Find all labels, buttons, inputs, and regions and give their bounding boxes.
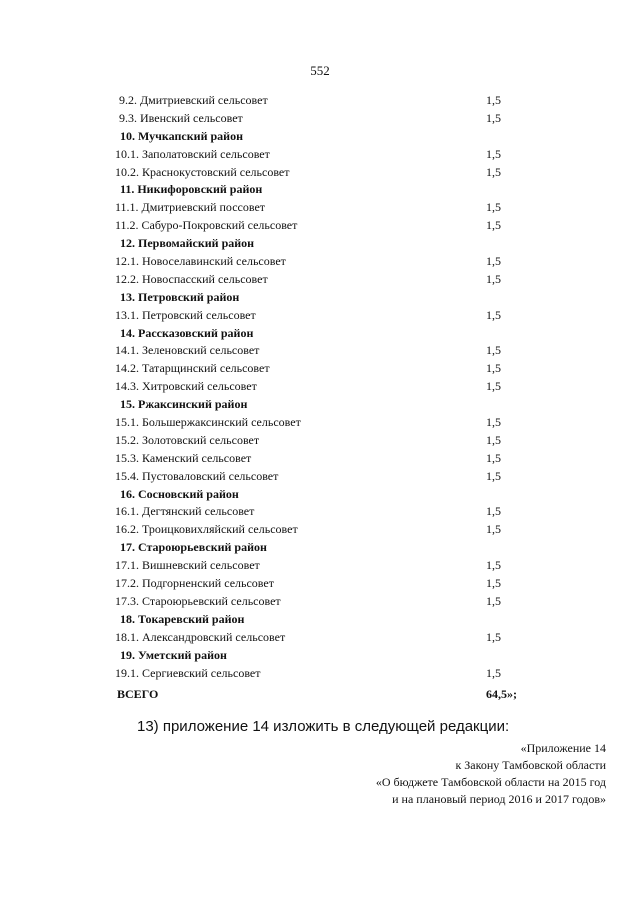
district-heading-row (0, 647, 640, 665)
table-row (0, 503, 640, 521)
page-number: 552 (310, 63, 330, 78)
district-name: 14. Рассказовский район (120, 325, 254, 340)
row-value: 1,5 (486, 593, 501, 608)
table-row (0, 92, 640, 110)
row-value: 1,5 (486, 379, 501, 394)
district-name: 16. Сосновский район (120, 486, 239, 501)
row-value: 1,5 (486, 629, 501, 644)
row-value: 1,5 (486, 432, 501, 447)
row-value: 1,5 (486, 504, 501, 519)
district-name: 18. Токаревский район (120, 611, 245, 626)
table-row (0, 432, 640, 450)
district-heading-row (0, 181, 640, 199)
district-name: 15. Ржаксинский район (120, 397, 248, 412)
municipality-name: 15.3. Каменский сельсовет (115, 450, 252, 465)
table-row (0, 164, 640, 182)
table-row (0, 378, 640, 396)
row-value: 1,5 (486, 415, 501, 430)
table-row (0, 342, 640, 360)
table-row (0, 146, 640, 164)
appendix-header (376, 740, 606, 808)
table-row (0, 629, 640, 647)
municipality-name: 10.1. Заполатовский сельсовет (115, 146, 270, 161)
district-name: 10. Мучкапский район (120, 128, 243, 143)
table-row (0, 468, 640, 486)
municipality-name: 17.3. Староюрьевский сельсовет (115, 593, 281, 608)
municipality-name: 14.2. Татарщинский сельсовет (115, 361, 270, 376)
appendix-header-line: и на плановый период 2016 и 2017 годов» (392, 792, 606, 806)
district-heading-row (0, 611, 640, 629)
district-heading-row (0, 128, 640, 146)
table-row (0, 110, 640, 128)
district-heading-row (0, 235, 640, 253)
municipality-name: 15.1. Большержаксинский сельсовет (115, 415, 301, 430)
table-row (0, 199, 640, 217)
row-value: 1,5 (486, 146, 501, 161)
row-value: 1,5 (486, 450, 501, 465)
row-value: 1,5 (486, 93, 501, 107)
municipality-name: 14.3. Хитровский сельсовет (115, 379, 257, 394)
row-value: 1,5 (486, 200, 501, 215)
municipality-name: 19.1. Сергиевский сельсовет (115, 665, 261, 680)
row-value: 1,5 (486, 164, 501, 179)
table-row (0, 593, 640, 611)
row-value: 1,5 (486, 576, 501, 591)
total-value: 64,5»; (486, 687, 517, 702)
district-name: 12. Первомайский район (120, 236, 255, 251)
table-row (0, 521, 640, 539)
municipality-name: 9.2. Дмитриевский сельсовет (119, 93, 268, 107)
table-row (0, 271, 640, 289)
table-row (0, 575, 640, 593)
amendment-text: 13) приложение 14 изложить в следующей редакции: (137, 718, 510, 735)
municipality-name: 12.1. Новоселавинский сельсовет (115, 254, 286, 269)
district-heading-row (0, 289, 640, 307)
municipality-name: 14.1. Зеленовский сельсовет (115, 343, 260, 358)
appendix-header-line: «О бюджете Тамбовской области на 2015 год (375, 775, 606, 789)
row-value: 1,5 (486, 307, 501, 322)
municipality-name: 15.4. Пустоваловский сельсовет (115, 468, 279, 483)
appendix-header-line: к Закону Тамбовской области (455, 758, 606, 772)
row-value: 1,5 (486, 271, 501, 286)
municipality-name: 15.2. Золотовский сельсовет (115, 432, 260, 447)
municipality-name: 17.2. Подгорненский сельсовет (115, 576, 274, 591)
municipality-name: 9.3. Ивенский сельсовет (119, 110, 243, 125)
row-value: 1,5 (486, 522, 501, 537)
district-heading-row (0, 539, 640, 557)
table-row (0, 450, 640, 468)
row-value: 1,5 (486, 343, 501, 358)
row-value: 1,5 (486, 665, 501, 680)
table-row (0, 557, 640, 575)
district-heading-row (0, 325, 640, 343)
row-value: 1,5 (486, 254, 501, 269)
municipality-name: 11.2. Сабуро-Покровский сельсовет (115, 218, 298, 233)
total-row (0, 686, 640, 704)
district-name: 19. Уметский район (120, 647, 227, 662)
district-name: 17. Староюрьевский район (120, 540, 267, 555)
row-value: 1,5 (486, 468, 501, 483)
municipality-name: 12.2. Новоспасский сельсовет (115, 271, 268, 286)
appendix-header-line: «Приложение 14 (520, 741, 606, 755)
municipality-name: 17.1. Вишневский сельсовет (115, 558, 260, 573)
municipality-name: 13.1. Петровский сельсовет (115, 307, 256, 322)
municipality-name: 10.2. Краснокустовский сельсовет (115, 164, 290, 179)
row-value: 1,5 (486, 218, 501, 233)
table-row (0, 360, 640, 378)
total-label: ВСЕГО (117, 687, 159, 702)
allocation-table (0, 92, 640, 704)
table-row (0, 307, 640, 325)
municipality-name: 16.2. Троицковихляйский сельсовет (115, 522, 298, 537)
row-value: 1,5 (486, 110, 501, 125)
table-row (0, 253, 640, 271)
district-heading-row (0, 486, 640, 504)
municipality-name: 18.1. Александровский сельсовет (115, 629, 286, 644)
district-name: 13. Петровский район (120, 289, 240, 304)
table-row (0, 217, 640, 235)
table-row (0, 665, 640, 683)
row-value: 1,5 (486, 558, 501, 573)
municipality-name: 16.1. Дегтянский сельсовет (115, 504, 255, 519)
district-heading-row (0, 396, 640, 414)
table-row (0, 414, 640, 432)
row-value: 1,5 (486, 361, 501, 376)
district-name: 11. Никифоровский район (120, 182, 263, 197)
municipality-name: 11.1. Дмитриевский поссовет (115, 200, 266, 215)
